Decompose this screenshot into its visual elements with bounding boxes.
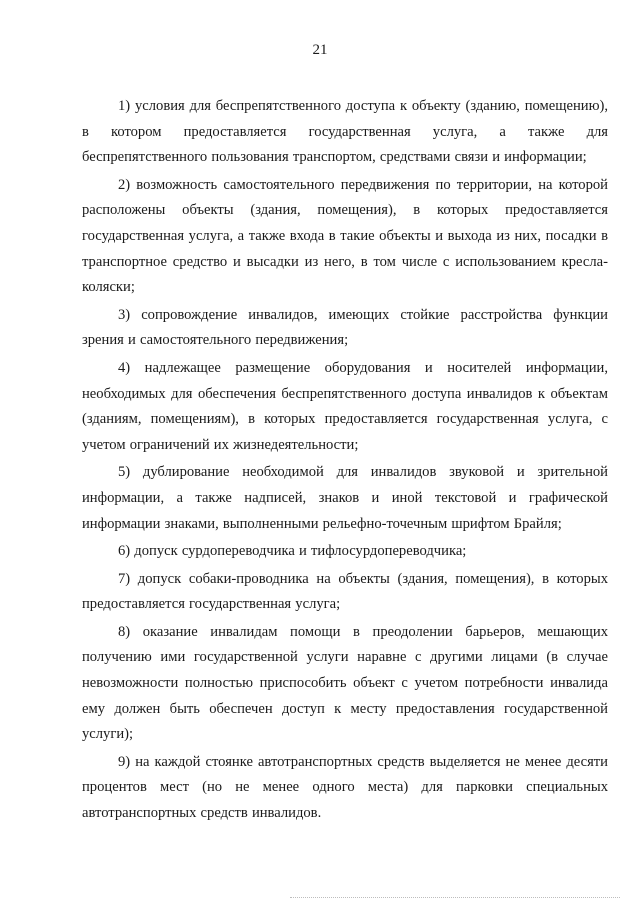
list-item-9: 9) на каждой стоянке автотранспортных средств выделяется не менее десяти процентов мест (но не менее одного места) для парковки специальных автотранспортных средств инвалидов. [82,753,608,822]
list-item-8: 8) оказание инвалидам помощи в преодолении барьеров, мешающих получению ими государственной услуги наравне с другими лицами (в случае невозможности полностью приспособить объект с учетом потребности инвалида ему должен быть обеспечен доступ к месту предоставления государственной услуги); [82,623,608,743]
list-item-4: 4) надлежащее размещение оборудования и носителей информации, необходимых для обеспечения беспрепятственного доступа инвалидов к объектам (зданиям, помещениям), в которых предоставляется государственная услуга, с учетом ограничений их жизнедеятельности; [82,359,608,453]
scan-artifact-line [290,897,620,899]
document-body [82,94,608,827]
list-item-7: 7) допуск собаки-проводника на объекты (здания, помещения), в которых предоставляется государственная услуга; [82,570,608,613]
list-item-1: 1) условия для беспрепятственного доступа к объекту (зданию, помещению), в котором предоставляется государственная услуга, а также для беспрепятственного пользования транспортом, средствами связи и информации; [82,98,608,166]
list-item-6: 6) допуск сурдопереводчика и тифлосурдопереводчика; [118,543,467,560]
list-item-5: 5) дублирование необходимой для инвалидов звуковой и зрительной информации, а также надписей, знаков и иной текстовой и графической информации знаками, выполненными рельефно-точечным шрифтом Брайля; [82,464,608,532]
page-number: 21 [312,42,328,58]
list-item-3: 3) сопровождение инвалидов, имеющих стойкие расстройства функции зрения и самостоятельного передвижения; [82,306,608,349]
list-item-2: 2) возможность самостоятельного передвижения по территории, на которой расположены объекты (здания, помещения), в которых предоставляется государственная услуга, а также входа в такие объекты и выхода из них, посадки в транспортное средство и высадки из него, в том числе с использованием кресла-коляски; [82,176,608,296]
